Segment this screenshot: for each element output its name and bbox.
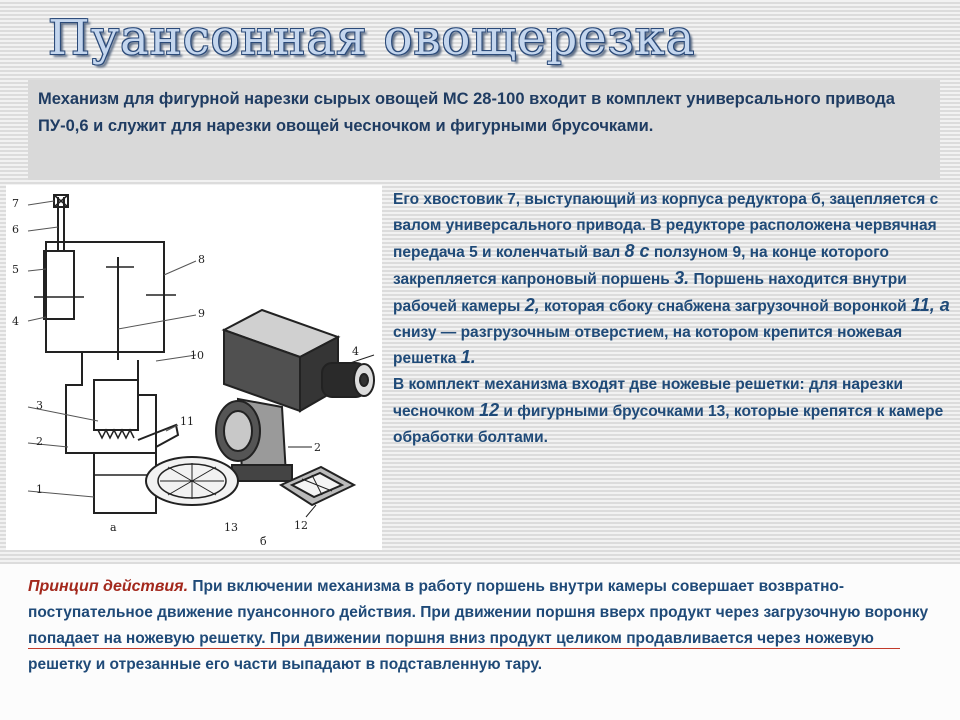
desc-text-1: Его хвостовик 7, выступающий из корпуса редуктора б, зацепляется с валом универсального привода. В редукторе расположена червячная передача 5 и коленчатый вал [393,191,939,261]
desc-text-5: снизу — разгрузочным отверстием, на котором крепится ножевая решетка [393,323,903,368]
mechanism-figure [6,185,382,550]
ref-12: 12 [479,400,500,421]
desc-text-3: Поршень находится внутри рабочей камеры [393,270,907,315]
intro-text: Механизм для фигурной нарезки сырых овощей МС 28-100 входит в комплект универсального привода ПУ-0,6 и служит для нарезки овощей чесночком и фигурными брусочками. [38,90,895,135]
desc-text-2: ползуном 9, на конце которого закрепляется капроновый поршень [393,243,889,288]
worm-gear-5 [44,251,74,319]
ref-11a: 11, а [911,294,950,315]
ref-8c: 8 с [624,240,650,261]
label-7: 7 [12,197,19,210]
label-2: 2 [36,435,43,448]
intro-box [28,80,940,180]
description-paragraph-1 [393,187,953,372]
description-paragraph-2 [393,372,953,451]
label-10: 10 [190,349,204,362]
mechanism-drawing [6,185,382,550]
caption-b: б [260,535,267,548]
label-b-12: 12 [294,519,308,532]
principle-box [0,564,960,720]
label-3: 3 [36,399,43,412]
desc-text-7: и фигурными брусочками 13, которые крепятся к камере обработки болтами. [393,403,944,447]
desc-text-6: В комплект механизма входят две ножевые решетки: для нарезки чесночком [393,376,904,421]
ref-2: 2, [524,294,540,315]
piston-3 [94,380,138,430]
label-9: 9 [198,307,205,320]
label-11: 11 [180,415,194,428]
label-4: 4 [12,315,19,328]
principle-text [28,574,932,678]
label-b-13: 13 [224,521,238,534]
label-6: 6 [12,223,19,236]
principle-body: При включении механизма в работу поршень внутри камеры совершает возвратно-поступательное движение пуансонного действия. При движении поршня вверх продукт через загрузочную воронку попадает на ножевую решетку. При движении поршня вниз продукт целиком продавливается через ножевую решетку и отрезанные его части выпадают в подставленную тару. [28,578,929,673]
label-1: 1 [36,483,43,496]
ref-3: 3. [674,267,690,288]
caption-a: а [110,521,117,534]
label-5: 5 [12,263,19,276]
desc-text-4: которая сбоку снабжена загрузочной воронкой [539,297,912,315]
page-title: Пуансонная овощерезка [48,10,696,66]
underline-decoration [28,648,900,649]
description [393,187,953,451]
ref-1: 1. [460,347,476,368]
label-8: 8 [198,253,205,266]
label-b-4: 4 [352,345,359,358]
label-b-2: 2 [314,441,321,454]
principle-heading: Принцип действия. [28,578,189,595]
